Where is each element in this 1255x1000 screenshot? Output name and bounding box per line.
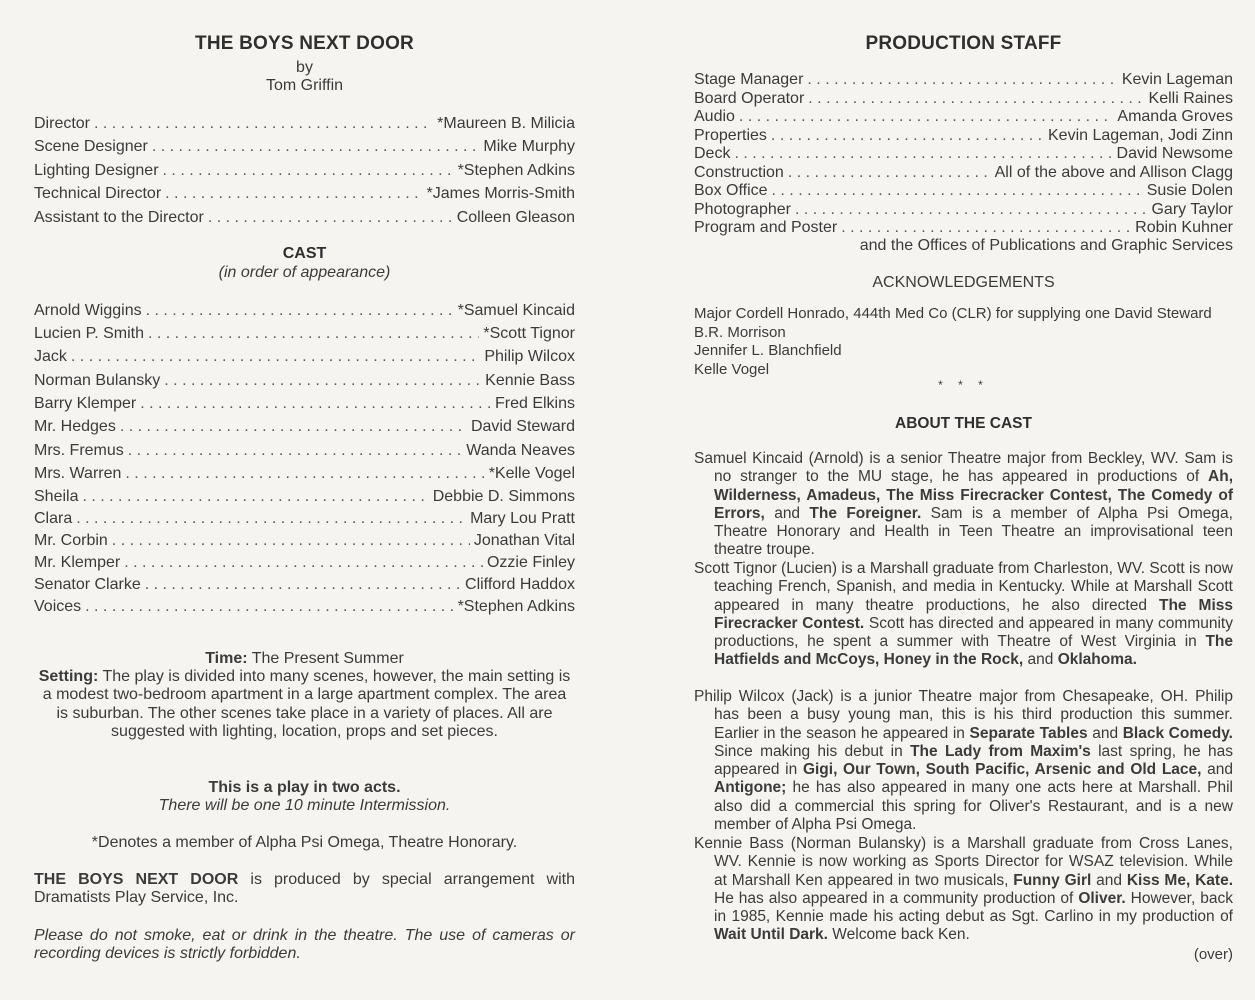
- staff-row: [694, 181, 1233, 201]
- crew-row: [34, 137, 575, 157]
- cast-row: [34, 531, 575, 551]
- staff-name: Robin Kuhner: [1135, 219, 1233, 236]
- cast-role: Jack: [34, 348, 67, 365]
- program-extra: and the Offices of Publications and Graphic Services: [859, 237, 1233, 254]
- ack-line: B.R. Morrison: [694, 324, 786, 341]
- crew-role: Assistant to the Director: [34, 209, 204, 226]
- acknowledgements-heading: ACKNOWLEDGEMENTS: [872, 274, 1055, 291]
- cast-name: Fred Elkins: [494, 395, 575, 412]
- cast-row: [34, 464, 575, 484]
- cast-role: Mrs. Warren: [34, 465, 122, 482]
- setting-text: The play is divided into many scenes, however, the main setting is a modest two-bedroom apartment in a large apartment complex. The area is suburban. The other scenes take place in a variety of places. All are suggested with lighting, location, props and set pieces.: [42, 668, 571, 741]
- cast-row: [34, 394, 575, 414]
- notice: Please do not smoke, eat or drink in the theatre. The use of cameras or recording devices is strictly forbidden.: [34, 927, 575, 963]
- staff-role: Box Office: [694, 182, 768, 199]
- cast-name: *Samuel Kincaid: [457, 302, 575, 319]
- crew-role: Scene Designer: [34, 138, 148, 155]
- staff-row: [694, 218, 1233, 238]
- by-line: by: [296, 59, 313, 76]
- cast-row: [34, 371, 575, 391]
- cast-role: Sheila: [34, 488, 79, 505]
- crew-row: [34, 161, 575, 181]
- arrangement-title: THE BOYS NEXT DOOR: [34, 871, 239, 888]
- cast-role: Mrs. Fremus: [34, 442, 124, 459]
- staff-name: Susie Dolen: [1146, 182, 1233, 199]
- crew-role: Lighting Designer: [34, 162, 159, 179]
- intermission-line: There will be one 10 minute Intermission.: [158, 797, 451, 814]
- cast-name: Mary Lou Pratt: [470, 510, 575, 527]
- staff-role: Construction: [694, 164, 784, 181]
- bio-samuel-kincaid: Samuel Kincaid (Arnold) is a senior Theatre major from Beckley, WV. Sam is no stranger to the MU stage, he has appeared in productions of Ah, Wilderness, Amadeus, The Miss Firecracker Contest, The Comedy of Errors, and The Foreigner. Sam is a member of Alpha Psi Omega, Theatre Honorary and Health in Teen Theatre an improvisational teen theatre troupe.: [694, 450, 1233, 559]
- cast-name: Jonathan Vital: [473, 532, 575, 549]
- cast-row: [34, 301, 575, 321]
- time-value: The Present Summer: [251, 650, 404, 667]
- staff-row: [694, 107, 1233, 127]
- staff-name: Kevin Lageman, Jodi Zinn: [1048, 127, 1233, 144]
- cast-row: [34, 347, 575, 367]
- bio-philip-wilcox: Philip Wilcox (Jack) is a junior Theatre major from Chesapeake, OH. Philip has been a busy young man, this is his third production this summer. Earlier in the season he appeared in Separate Tables and Black Comedy. Since making his debut in The Lady from Maxim's last spring, he has appeared in Gigi, Our Town, South Pacific, Arsenic and Old Lace, and Antigone; he has also appeared in many one acts here at Marshall. Phil also did a commercial this spring for Oliver's Restaurant, and is a new member of Alpha Psi Omega.: [694, 688, 1234, 834]
- cast-role: Clara: [34, 510, 73, 527]
- separator-stars: * * *: [938, 378, 989, 392]
- cast-name: *Kelle Vogel: [488, 465, 575, 482]
- cast-name: *Stephen Adkins: [457, 598, 575, 615]
- bio-kennie-bass: Kennie Bass (Norman Bulansky) is a Marshall graduate from Cross Lanes, WV. Kennie is now working as Sports Director for WSAZ television. While at Marshall Ken appeared in two musicals, Funny Girl and Kiss Me, Kate. He has also appeared in a community production of Oliver. However, back in 1985, Kennie made his acting debut as Sgt. Carlino in my production of Wait Until Dark. Welcome back Ken.: [694, 835, 1234, 944]
- cast-row: [34, 509, 575, 529]
- ack-line: Jennifer L. Blanchfield: [694, 342, 842, 359]
- cast-role: Voices: [34, 598, 82, 615]
- setting-label: Setting:: [38, 668, 99, 685]
- staff-row: [694, 144, 1233, 164]
- cast-row: [34, 441, 575, 461]
- denotes-note: *Denotes a member of Alpha Psi Omega, Theatre Honorary.: [91, 834, 518, 851]
- staff-row: [694, 163, 1233, 183]
- cast-role: Barry Klemper: [34, 395, 137, 412]
- staff-row: [694, 70, 1233, 90]
- cast-name: Kennie Bass: [485, 372, 575, 389]
- cast-row: [34, 575, 575, 595]
- cast-role: Norman Bulansky: [34, 372, 161, 389]
- author: Tom Griffin: [265, 77, 344, 94]
- ack-line: Major Cordell Honrado, 444th Med Co (CLR) for supplying one David Steward: [694, 305, 1212, 322]
- cast-name: Ozzie Finley: [486, 554, 575, 571]
- staff-role: Board Operator: [694, 90, 805, 107]
- cast-role: Senator Clarke: [34, 576, 141, 593]
- cast-row: [34, 324, 575, 344]
- cast-heading: CAST: [282, 245, 327, 262]
- staff-role: Deck: [694, 145, 731, 162]
- crew-name: *James Morris-Smith: [426, 185, 575, 202]
- cast-row: [34, 553, 575, 573]
- arrangement-note: [34, 871, 575, 908]
- production-staff-title: PRODUCTION STAFF: [865, 33, 1062, 54]
- staff-role: Audio: [694, 108, 735, 125]
- staff-role: Program and Poster: [694, 219, 838, 236]
- over-note: (over): [1193, 946, 1233, 963]
- cast-role: Lucien P. Smith: [34, 325, 144, 342]
- cast-name: Wanda Neaves: [466, 442, 575, 459]
- time-label: Time:: [205, 650, 248, 667]
- setting-paragraph: [34, 668, 575, 742]
- crew-row: [34, 184, 575, 204]
- cast-name: Philip Wilcox: [484, 348, 575, 365]
- staff-role: Photographer: [694, 201, 791, 218]
- crew-name: Colleen Gleason: [456, 209, 575, 226]
- cast-subheading: (in order of appearance): [218, 264, 391, 281]
- arrangement-text: is produced by special arrangement with Dramatists Play Service, Inc.: [34, 871, 575, 907]
- staff-role: Stage Manager: [694, 71, 804, 88]
- staff-role: Properties: [694, 127, 767, 144]
- cast-row: [34, 487, 575, 507]
- cast-row: [34, 597, 575, 617]
- cast-role: Mr. Corbin: [34, 532, 108, 549]
- cast-role: Mr. Klemper: [34, 554, 121, 571]
- staff-row: [694, 126, 1233, 146]
- play-title: THE BOYS NEXT DOOR: [195, 33, 414, 54]
- ack-line: Kelle Vogel: [694, 361, 770, 378]
- cast-name: *Scott Tignor: [483, 325, 575, 342]
- cast-name: Debbie D. Simmons: [432, 488, 575, 505]
- crew-row: [34, 208, 575, 228]
- bio-scott-tignor: Scott Tignor (Lucien) is a Marshall graduate from Charleston, WV. Scott is now teaching French, Spanish, and media in Kentucky. While at Marshall Scott appeared in many theatre productions, he also directed The Miss Firecracker Contest. Scott has directed and appeared in many community productions, he spent a summer with Theatre of West Virginia in The Hatfields and McCoys, Honey in the Rock, and Oklahoma.: [694, 560, 1233, 669]
- cast-role: Mr. Hedges: [34, 418, 116, 435]
- staff-name: Kelli Raines: [1148, 90, 1233, 107]
- crew-name: Mike Murphy: [483, 138, 575, 155]
- crew-role: Director: [34, 115, 91, 132]
- cast-role: Arnold Wiggins: [34, 302, 142, 319]
- crew-name: *Maureen B. Milicia: [437, 115, 575, 132]
- about-cast-heading: ABOUT THE CAST: [895, 415, 1032, 432]
- cast-name: Clifford Haddox: [465, 576, 575, 593]
- crew-row: [34, 114, 575, 134]
- crew-name: *Stephen Adkins: [457, 162, 575, 179]
- staff-name: Amanda Groves: [1117, 108, 1233, 125]
- time-line: [34, 650, 575, 668]
- staff-name: All of the above and Allison Clagg: [994, 164, 1233, 181]
- staff-name: Gary Taylor: [1151, 201, 1233, 218]
- cast-row: [34, 417, 575, 437]
- staff-row: [694, 89, 1233, 109]
- staff-name: David Newsome: [1116, 145, 1233, 162]
- acts-line: This is a play in two acts.: [208, 779, 401, 796]
- staff-name: Kevin Lageman: [1121, 71, 1233, 88]
- cast-name: David Steward: [470, 418, 575, 435]
- crew-role: Technical Director: [34, 185, 162, 202]
- staff-row: [694, 200, 1233, 220]
